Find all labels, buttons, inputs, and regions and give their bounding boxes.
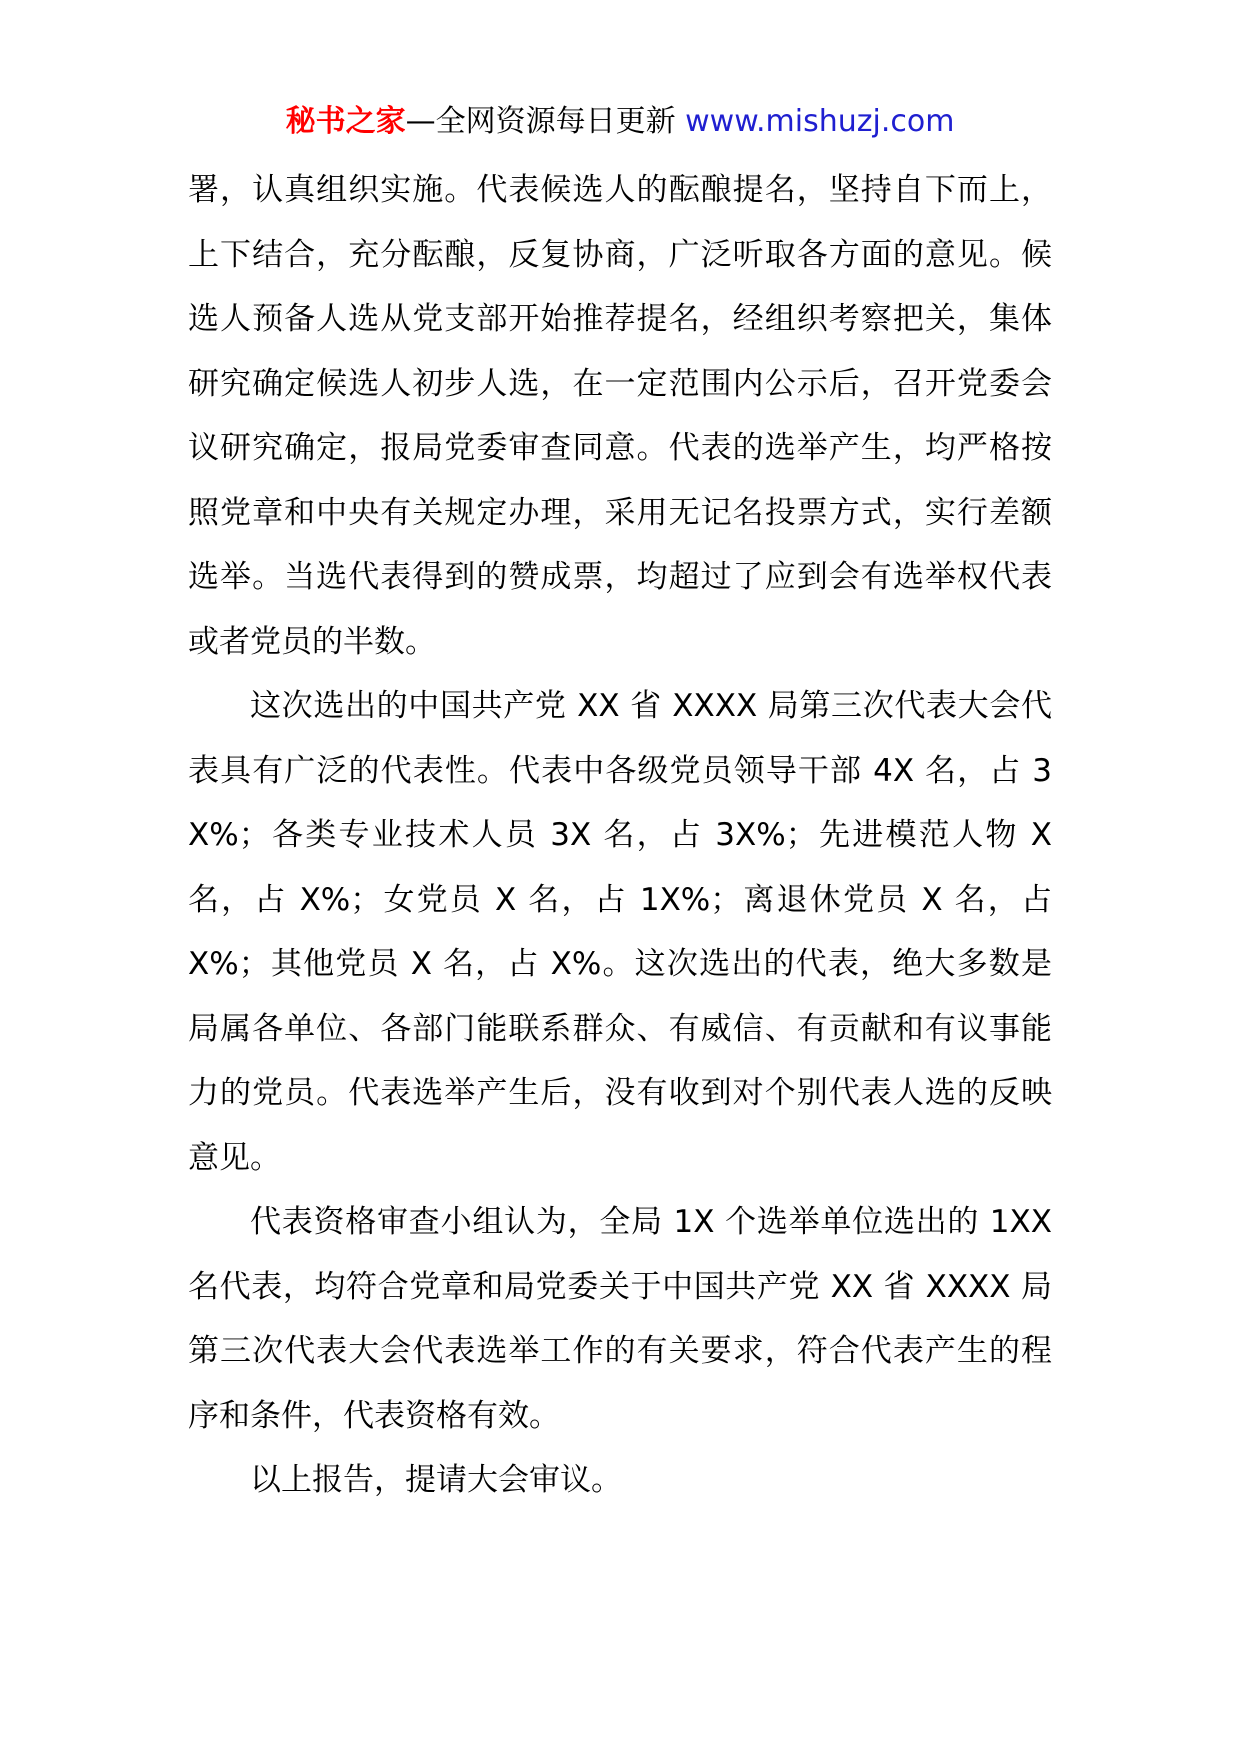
document-body (188, 158, 1052, 1513)
brand-name: 秘书之家 (285, 104, 406, 139)
header-tagline: —全网资源每日更新 (405, 104, 676, 139)
paragraph-representativeness: 这次选出的中国共产党 XX 省 XXXX 局第三次代表大会代表具有广泛的代表性。代表中各级党员领导干部 4X 名，占 3X%；各类专业技术人员 3X 名，占 3X%；先进模范人物 X 名，占 X%；女党员 X 名，占 1X%；离退休党员 X 名，占 X%；其他党员 X 名，占 X%。这次选出的代表，绝大多数是局属各单位、各部门能联系群众、有威信、有贡献和有议事能力的党员。代表选举产生后，没有收到对个别代表人选的反映意见。 (188, 688, 1052, 1176)
site-url-link[interactable]: www.mishuzj.com (685, 104, 955, 139)
site-header (0, 100, 1240, 144)
paragraph-closing: 以上报告，提请大会审议。 (250, 1462, 622, 1498)
paragraph-qualification-conclusion: 代表资格审查小组认为，全局 1X 个选举单位选出的 1XX 名代表，均符合党章和局党委关于中国共产党 XX 省 XXXX 局第三次代表大会代表选举工作的有关要求，符合代表产生的程序和条件，代表资格有效。 (188, 1204, 1052, 1434)
paragraph-continuation: 署，认真组织实施。代表候选人的酝酿提名，坚持自下而上，上下结合，充分酝酿，反复协商，广泛听取各方面的意见。候选人预备人选从党支部开始推荐提名，经组织考察把关，集体研究确定候选人初步人选，在一定范围内公示后，召开党委会议研究确定，报局党委审查同意。代表的选举产生，均严格按照党章和中央有关规定办理，采用无记名投票方式，实行差额选举。当选代表得到的赞成票，均超过了应到会有选举权代表或者党员的半数。 (188, 172, 1052, 660)
